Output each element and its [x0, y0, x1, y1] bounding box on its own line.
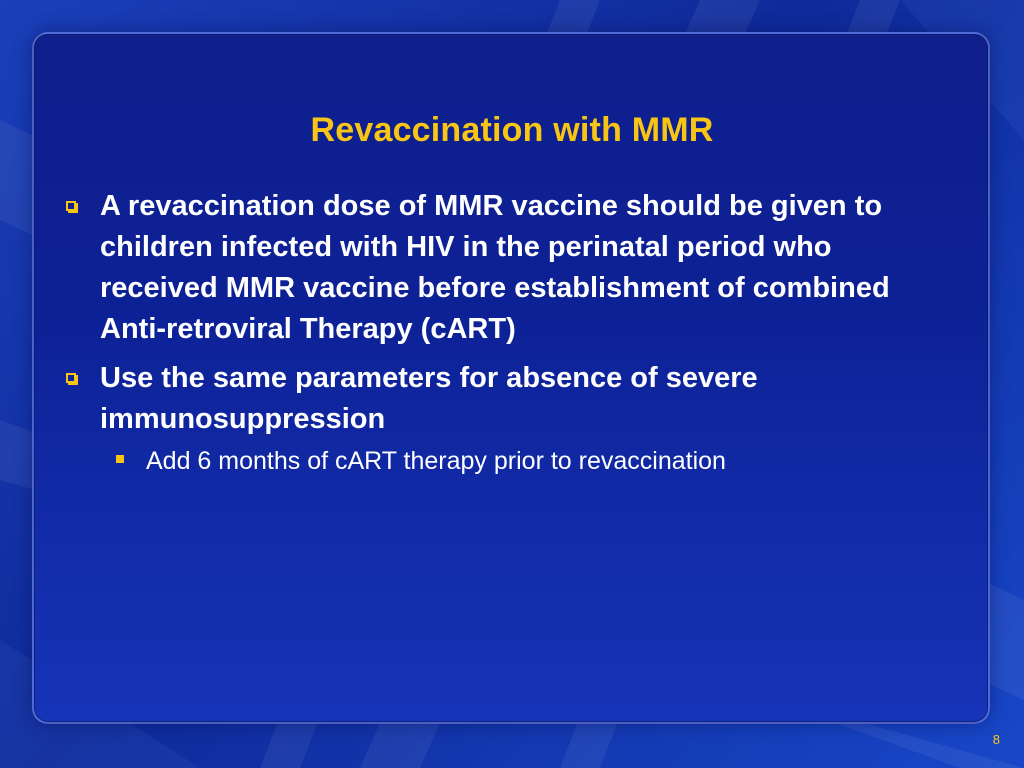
hollow-square-bullet-icon: [66, 373, 76, 383]
hollow-square-bullet-icon: [66, 201, 76, 211]
bullet-item: [60, 358, 940, 478]
bullet-text: Use the same parameters for absence of severe immunosuppression: [100, 362, 758, 435]
sub-bullet-item: [100, 444, 940, 478]
slide-title: Revaccination with MMR: [310, 111, 714, 149]
page-number: 8: [992, 732, 1000, 747]
filled-square-bullet-icon: [116, 455, 124, 463]
bullet-list: [60, 186, 940, 486]
bullet-item: [60, 186, 940, 350]
sub-bullet-list: [100, 444, 940, 478]
bullet-text: A revaccination dose of MMR vaccine should be given to children infected with HIV in the perinatal period who received MMR vaccine before establishment of combined Anti-retroviral Therapy (cART): [100, 190, 890, 345]
sub-bullet-text: Add 6 months of cART therapy prior to revaccination: [146, 447, 726, 475]
